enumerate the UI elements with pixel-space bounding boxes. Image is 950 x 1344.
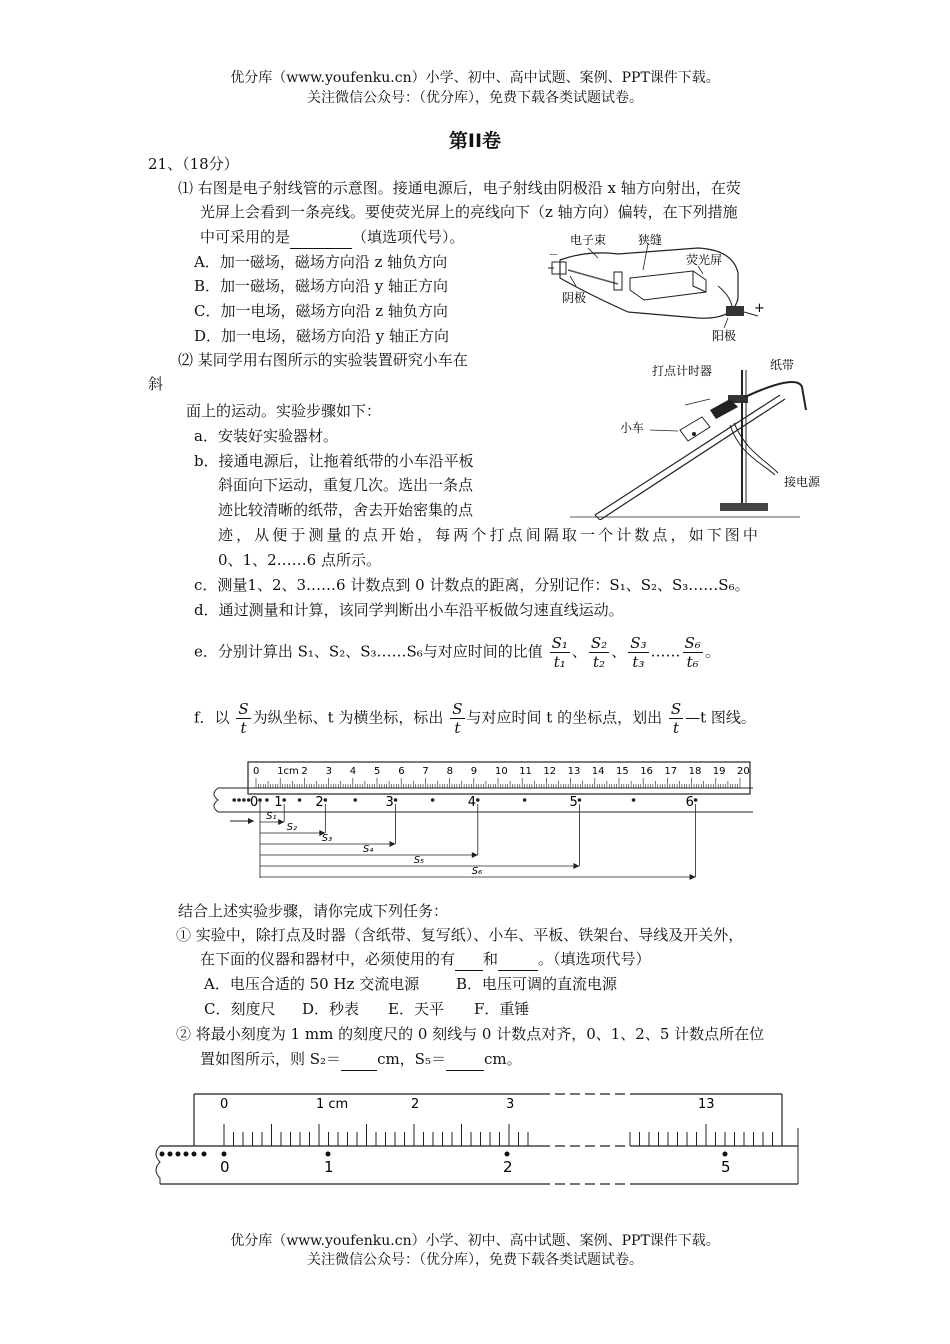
tape-point-label: 1 <box>324 1158 334 1176</box>
tape-dot <box>160 1152 165 1157</box>
task-1-option-b: B．电压可调的直流电源 <box>456 975 618 993</box>
distance-label: S₄ <box>362 844 374 855</box>
q1-line-3-text: 中可采用的是 <box>200 228 291 246</box>
step-b-3: 迹比较清晰的纸带，舍去开始密集的点 <box>218 501 474 519</box>
q2-line-1: ⑵ 某同学用右图所示的实验装置研究小车在 <box>178 351 468 369</box>
answer-blank-s5[interactable] <box>446 1048 484 1071</box>
task-1-line-1: ① 实验中，除打点及时器（含纸带、复写纸）、小车、平板、铁架台、导线及开关外， <box>176 926 744 944</box>
q2-line-2: 面上的运动。实验步骤如下： <box>186 402 382 420</box>
tape-point-label: 2 <box>315 795 324 810</box>
q1-line-2: 光屏上会看到一条亮线。要使荧光屏上的亮线向下（z 轴方向）偏转，在下列措施 <box>200 203 738 221</box>
ratio-6: $\frac{\text{S₆}}{\text{t₆}}$ <box>684 634 701 671</box>
tape-dot <box>202 1152 207 1157</box>
ratio-s-t-1: $\frac{S}{t}$ <box>238 700 249 737</box>
step-b-4: 迹，从便于测量的点开始，每两个打点间隔取一个计数点，如下图中 <box>218 526 762 544</box>
label-timer: 打点计时器 <box>652 364 713 378</box>
task-1-option-d: D．秒表 <box>302 1000 360 1018</box>
tape-count-point <box>694 798 698 802</box>
tape-point-label: 4 <box>467 795 477 810</box>
ratio-1: $\frac{\text{S₁}}{\text{t₁}}$ <box>551 634 568 671</box>
electron-tube-figure <box>548 228 778 348</box>
tape-count-point <box>222 1152 227 1157</box>
ruler-1-label: 7 <box>422 766 429 777</box>
tape-count-point <box>394 798 398 802</box>
step-f: f．以 $\frac{S}{t}$ 为纵坐标、t 为横坐标，标出 $\frac{S}{t}$ 与对应时间 t 的坐标点，划出 $\frac{S}{t}$ —t 图线。 <box>194 700 756 737</box>
tape-2-points <box>160 1152 731 1177</box>
ratio-2: $\frac{\text{S₂}}{\text{t₂}}$ <box>590 634 608 671</box>
tape-point-label: 2 <box>503 1158 513 1176</box>
distance-label: S₃ <box>321 833 333 844</box>
footer-line-1: 优分库（www.youfenku.cn）小学、初中、高中试题、案例、PPT课件下载。 <box>230 1233 720 1249</box>
task-1-option-c: C．刻度尺 <box>204 1000 276 1018</box>
distance-label: S₁ <box>266 811 277 822</box>
tape-point-label: 6 <box>685 795 694 810</box>
task-2-line-2: 置如图所示，则 S₂＝ cm，S₅＝ cm。 <box>200 1048 522 1071</box>
step-d: d．通过测量和计算，该同学判断出小车沿平板做匀速直线运动。 <box>194 601 624 619</box>
ruler-2-ticks <box>220 1097 773 1146</box>
distance-label: S₅ <box>413 855 425 866</box>
label-electron-beam: 电子束 <box>570 233 607 247</box>
tape-count-point <box>282 798 286 802</box>
tape-dot <box>265 798 269 802</box>
answer-blank-2[interactable] <box>498 948 538 971</box>
ruler-1-label: 12 <box>543 766 557 777</box>
q1-line-3-tail: （填选项代号）。 <box>352 228 465 246</box>
tape-count-point <box>578 798 582 802</box>
tape-dot <box>232 798 236 802</box>
ruler-1-label: 14 <box>591 766 605 777</box>
q1-option-c: C．加一电场，磁场方向沿 z 轴负方向 <box>194 302 448 320</box>
ratio-s-t-2: $\frac{S}{t}$ <box>452 700 463 737</box>
step-e-text: e．分别计算出 S₁、S₂、S₃……S₆与对应时间的比值 <box>194 642 543 661</box>
ruler-1-label: 19 <box>712 766 726 777</box>
tape-point-label: 5 <box>721 1158 731 1176</box>
tape-dot <box>192 1152 197 1157</box>
answer-blank-s2[interactable] <box>341 1048 377 1071</box>
label-screen: 荧光屏 <box>686 253 723 267</box>
label-minus: － <box>548 248 559 261</box>
footer-line-2: 关注微信公众号：（优分库），免费下载各类试题试卷。 <box>307 1252 643 1268</box>
ruler-1-label: 0 <box>253 766 260 777</box>
label-power: 接电源 <box>784 475 821 489</box>
ruler-1-label: 6 <box>398 766 405 777</box>
tape-ruler-figure-1 <box>208 760 768 885</box>
ruler-1-label: 1cm <box>277 766 299 777</box>
label-slit: 狭缝 <box>638 233 663 247</box>
tape-count-point <box>723 1152 728 1157</box>
tape-1-points <box>232 795 697 810</box>
ruler-1-label: 16 <box>640 766 653 777</box>
header-line-1: 优分库（www.youfenku.cn）小学、初中、高中试题、案例、PPT课件下载。 <box>230 70 720 86</box>
tape-dot <box>237 798 241 802</box>
q1-line-3 <box>200 226 465 249</box>
tape-count-point <box>324 798 328 802</box>
step-b-5: 0、1、2……6 点所示。 <box>218 551 381 569</box>
label-anode: 阳极 <box>712 329 737 343</box>
ruler-1-label: 8 <box>446 766 453 777</box>
task-2-line-1: ② 将最小刻度为 1 mm 的刻度尺的 0 刻线与 0 计数点对齐，0、1、2、5 计数点所在位 <box>176 1025 765 1043</box>
ruler-2-label: 13 <box>698 1097 715 1112</box>
tape-dot <box>431 798 435 802</box>
tape-dot <box>168 1152 173 1157</box>
label-plus: + <box>754 301 765 316</box>
q2-line-1b: 斜 <box>148 375 164 393</box>
step-c: c．测量1、2、3……6 计数点到 0 计数点的距离，分别记作：S₁、S₂、S₃……S₆。 <box>194 576 750 594</box>
tape-point-label: 1 <box>274 795 283 810</box>
ruler-2-label: 3 <box>506 1097 515 1112</box>
tape-point-label: 3 <box>385 795 394 810</box>
task-1-line-2: 在下面的仪器和器材中，必须使用的有 和 。（填选项代号） <box>200 948 651 971</box>
ruler-1-label: 11 <box>519 766 532 777</box>
ruler-2-label: 0 <box>220 1097 229 1112</box>
ruler-2-label: 2 <box>411 1097 420 1112</box>
q1-option-b: B．加一磁场，磁场方向沿 y 轴正方向 <box>194 277 449 295</box>
q1-option-d: D．加一电场，磁场方向沿 y 轴正方向 <box>194 327 450 345</box>
tape-point-label: 0 <box>220 1158 230 1176</box>
tasks-intro: 结合上述实验步骤，请你完成下列任务： <box>178 902 449 920</box>
distance-label: S₆ <box>471 866 483 877</box>
tape-dot <box>176 1152 181 1157</box>
q1-line-1: ⑴ 右图是电子射线管的示意图。接通电源后，电子射线由阴极沿 x 轴方向射出，在荧 <box>178 179 741 197</box>
ruler-1-label: 3 <box>325 766 332 777</box>
ruler-1-label: 15 <box>616 766 629 777</box>
tape-point-label: 5 <box>569 795 578 810</box>
ratio-3: $\frac{\text{S₃}}{\text{t₃}}$ <box>630 634 647 671</box>
step-b-2: 斜面向下运动，重复几次。选出一条点 <box>218 476 474 494</box>
answer-blank-1[interactable] <box>455 948 483 971</box>
ruler-1-label: 13 <box>567 766 581 777</box>
label-tape: 纸带 <box>770 358 795 372</box>
ruler-1-label: 4 <box>349 766 357 777</box>
label-cathode: 阴极 <box>562 291 587 305</box>
distance-label: S₂ <box>286 822 298 833</box>
step-e: e．分别计算出 S₁、S₂、S₃……S₆与对应时间的比值 $\frac{\text{S₁}}{\text{t₁}}$ 、 $\frac{\text{S₂}}{\text{t₂}}$ 、 $\frac{\text{S₃}}{\text{t₃}}$ …… $\frac{\text{S₆}}{\text{t₆}}$ 。 <box>194 634 720 671</box>
question-number: 21、（18分） <box>148 155 239 173</box>
q1-option-a: A．加一磁场，磁场方向沿 z 轴负方向 <box>194 253 448 271</box>
tape-point-label: 0 <box>250 795 259 810</box>
ruler-1-label: 2 <box>301 766 308 777</box>
answer-blank[interactable] <box>290 226 352 249</box>
tape-count-point <box>505 1152 510 1157</box>
step-a: a．安装好实验器材。 <box>194 427 338 445</box>
tape-dot <box>298 798 302 802</box>
incline-apparatus-figure <box>570 355 840 520</box>
label-cart: 小车 <box>620 421 645 435</box>
tape-dot <box>632 798 636 802</box>
tape-dot <box>184 1152 189 1157</box>
tape-ruler-figure-2 <box>150 1088 810 1193</box>
ruler-2-label: 1 cm <box>316 1097 349 1112</box>
ruler-1-label: 18 <box>688 766 702 777</box>
tape-dot <box>523 798 527 802</box>
ruler-1-label: 9 <box>470 766 478 777</box>
task-1-option-a: A．电压合适的 50 Hz 交流电源 <box>204 975 420 993</box>
ruler-1-label: 17 <box>664 766 678 777</box>
ruler-1-label: 10 <box>495 766 508 777</box>
ratio-s-t-3: $\frac{S}{t}$ <box>670 700 682 737</box>
tape-count-point <box>326 1152 331 1157</box>
header-line-2: 关注微信公众号：（优分库），免费下载各类试题试卷。 <box>307 90 643 106</box>
ruler-1-label: 20 <box>737 766 750 777</box>
tape-count-point <box>476 798 480 802</box>
tape-dot <box>353 798 357 802</box>
ruler-1-ticks <box>253 766 750 788</box>
tape-dot <box>242 798 246 802</box>
ruler-1-label: 5 <box>374 766 381 777</box>
section-title: 第II卷 <box>448 130 502 152</box>
task-1-option-f: F．重锤 <box>474 1000 530 1018</box>
step-b-1: b．接通电源后，让拖着纸带的小车沿平板 <box>194 452 474 470</box>
task-1-option-e: E．天平 <box>388 1000 444 1018</box>
